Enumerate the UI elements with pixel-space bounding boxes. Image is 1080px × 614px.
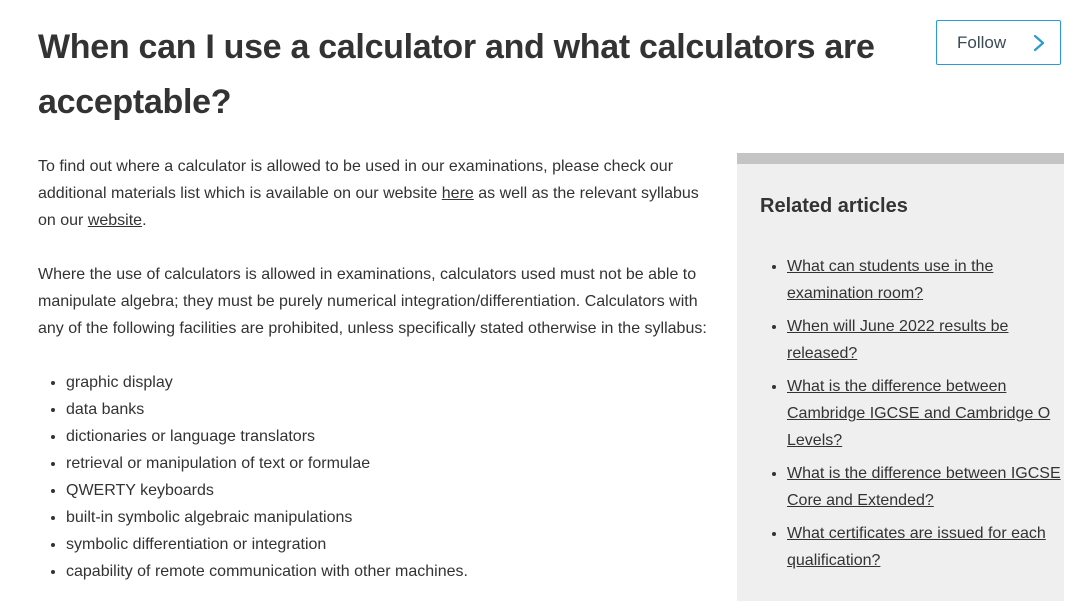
prohibited-list: [38, 369, 718, 585]
list-item: • graphic display: [66, 369, 718, 396]
related-article-link[interactable]: What is the difference between IGCSE Core and Extended?: [787, 465, 1061, 509]
list-item: • symbolic differentiation or integration: [66, 531, 718, 558]
intro-text-middle: as well as the relevant syllabus on our: [38, 185, 699, 229]
list-item: • retrieval or manipulation of text or formulae: [66, 450, 718, 477]
related-article-link[interactable]: When will June 2022 results be released?: [787, 318, 1009, 362]
related-article-link[interactable]: What is the difference between Cambridge IGCSE and Cambridge O Levels?: [787, 378, 1051, 449]
follow-label: Follow: [957, 32, 1007, 52]
list-item: • dictionaries or language translators: [66, 423, 718, 450]
related-articles-heading: Related articles: [760, 195, 908, 217]
follow-button[interactable]: [936, 20, 1061, 65]
related-articles-list: [760, 253, 1077, 580]
here-link[interactable]: here: [441, 185, 474, 202]
related-articles-panel: [737, 153, 1064, 601]
list-item: • built-in symbolic algebraic manipulations: [66, 504, 718, 531]
article-body: [38, 153, 718, 585]
related-article-link[interactable]: What can students use in the examination room?: [787, 258, 994, 302]
related-article-item: [787, 373, 1077, 454]
intro-text-end: .: [142, 212, 147, 229]
related-article-link[interactable]: What certificates are issued for each qualification?: [787, 525, 1046, 569]
related-article-item: [787, 520, 1077, 574]
list-item: • data banks: [66, 396, 718, 423]
related-article-item: [787, 460, 1077, 514]
intro-text: To find out where a calculator is allowed to be used in our examinations, please check our additional materials list which is available on our website: [38, 158, 674, 202]
paragraph-intro: [38, 153, 718, 234]
related-article-item: [787, 313, 1077, 367]
related-article-item: [787, 253, 1077, 307]
panel-top-bar: [737, 153, 1064, 164]
chevron-right-icon: [1032, 32, 1046, 54]
list-item: • QWERTY keyboards: [66, 477, 718, 504]
website-link[interactable]: website: [87, 212, 143, 229]
list-item: • capability of remote communication with other machines.: [66, 558, 718, 585]
page-title: When can I use a calculator and what calculators are acceptable?: [38, 28, 875, 121]
paragraph-rules: Where the use of calculators is allowed in examinations, calculators used must not be able to manipulate algebra; they must be purely numerical integration/differentiation. Calculators with any of the following facilities are prohibited, unless specifically stated otherwise in the syllabus:: [38, 266, 707, 337]
